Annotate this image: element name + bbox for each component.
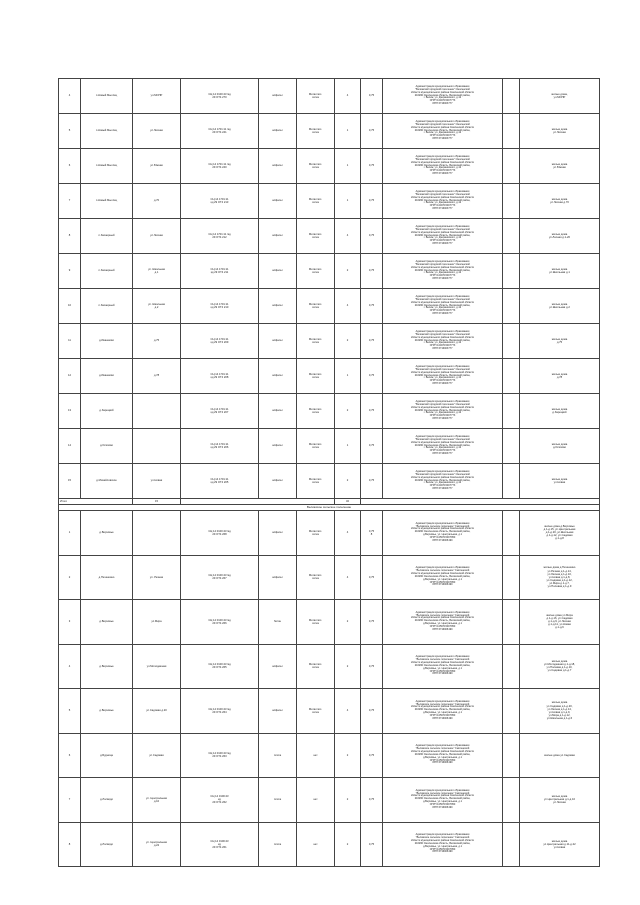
settlement: д.Будница bbox=[81, 733, 133, 778]
fence-type: Металлич. сетка bbox=[297, 359, 335, 394]
extra bbox=[503, 822, 520, 867]
settlement: д.Осипово bbox=[81, 429, 133, 464]
extra bbox=[503, 511, 520, 556]
settlement: п.Заозерный bbox=[81, 289, 133, 324]
owner-org: Администрация муниципального образования "Велижский городской поселение" Смоленской области муниципального района Смоленской области 216290 Смоленская область, Велижский район, г. Велиж, ул. Дзержинского, д.12 ОГРН 1046715007773 ИНН 6716003777 bbox=[383, 114, 503, 149]
registry-table bbox=[58, 78, 600, 867]
extra bbox=[503, 219, 520, 254]
owner-org: Администрация муниципального образования "Велижское сельское поселение" Смоленской области муниципального района Смоленской области 216290 Смоленская область, Велижский район, д.Верховье, ул. Центральная, д.1 ОГРН 1056715007950 ИНН 6716006190 bbox=[383, 644, 503, 689]
table-row bbox=[59, 778, 600, 823]
extra bbox=[503, 600, 520, 645]
extra bbox=[503, 359, 520, 394]
row-number: 15 bbox=[59, 464, 81, 499]
row-number: 11 bbox=[59, 324, 81, 359]
owner-org: Администрация муниципального образования "Велижское сельское поселение" Смоленской области муниципального района Смоленской области 216290 Смоленская область, Велижский район, д.Верховье, ул. Центральная, д.1 ОГРН 1056715007950 ИНН 6716006190 bbox=[383, 733, 503, 778]
settlement: д.Лосвидо bbox=[81, 778, 133, 823]
fence-type: Металлич. сетка bbox=[297, 555, 335, 600]
row-number: 8 bbox=[59, 219, 81, 254]
surface-type: асфальт bbox=[259, 555, 297, 600]
extra bbox=[503, 79, 520, 114]
table-row bbox=[59, 464, 600, 499]
surface-type: асфальт bbox=[259, 149, 297, 184]
container-count: 2 bbox=[335, 733, 361, 778]
extra bbox=[503, 644, 520, 689]
surface-type: асфальт bbox=[259, 689, 297, 734]
surface-type: асфальт bbox=[259, 219, 297, 254]
surface-type: асфальт bbox=[259, 184, 297, 219]
cadastral: СЦ:14 0100:43 кд 29 ОТ4 262 bbox=[181, 778, 259, 823]
row-number: 1 bbox=[59, 511, 81, 556]
owner-org: Администрация муниципального образования "Велижское сельское поселение" Смоленской области муниципального района Смоленской области 216290 Смоленская область, Велижский район, д.Верховье, ул. Центральная, д.1 ОГРН 1056715007950 ИНН 6716006190 bbox=[383, 689, 503, 734]
settlement: д.Михайловское bbox=[81, 464, 133, 499]
surface-type: плита bbox=[259, 733, 297, 778]
container-volume: 0,75 bbox=[361, 733, 383, 778]
container-volume: 0,75 bbox=[361, 555, 383, 600]
settlement: п.Новый Мыслец bbox=[81, 114, 133, 149]
settlement: д.Зарецкий bbox=[81, 394, 133, 429]
waste-sources: жилые дома ул.Центральная д.1-д.10 ул.Лесная bbox=[520, 778, 600, 823]
fence-type: Металлич. сетка bbox=[297, 511, 335, 556]
cadastral: СЦ:14 0100:43 /кд 29 ОТ4 270 bbox=[181, 79, 259, 114]
settlement: д.Лосвидо bbox=[81, 822, 133, 867]
total-count: 15 bbox=[133, 499, 181, 505]
waste-sources: жилые дома ул.Лесная д.70 bbox=[520, 184, 600, 219]
table-row bbox=[59, 429, 600, 464]
extra bbox=[503, 689, 520, 734]
owner-org: Администрация муниципального образования "Велижский городской поселение" Смоленской области муниципального района Смоленской области 216290 Смоленская область, Велижский район, г. Велиж, ул. Дзержинского, д.12 ОГРН 1046715007773 ИНН 6716003777 bbox=[383, 219, 503, 254]
owner-org: Администрация муниципального образования "Велижский городской поселение" Смоленской области муниципального района Смоленской области 216290 Смоленская область, Велижский район, г. Велиж, ул. Дзержинского, д.12 ОГРН 1046715007773 ИНН 6716003777 bbox=[383, 394, 503, 429]
street bbox=[133, 429, 181, 464]
owner-org: Администрация муниципального образования "Велижское сельское поселение" Смоленской области муниципального района Смоленской области 216290 Смоленская область, Велижский район, д.Верховье, ул. Центральная, д.1 ОГРН 1056715007950 ИНН 6716006190 bbox=[383, 822, 503, 867]
street: д.70 bbox=[133, 184, 181, 219]
owner-org: Администрация муниципального образования "Велижский городской поселение" Смоленской области муниципального района Смоленской области 216290 Смоленская область, Велижский район, г. Велиж, ул. Дзержинского, д.12 ОГРН 1046715007773 ИНН 6716003777 bbox=[383, 359, 503, 394]
table-row bbox=[59, 149, 600, 184]
total-sum: 32 bbox=[335, 499, 361, 505]
fence-type: Металлич. сетка bbox=[297, 464, 335, 499]
street: ул.Мира bbox=[133, 600, 181, 645]
table-row bbox=[59, 324, 600, 359]
street: ул.Лесная bbox=[133, 219, 181, 254]
waste-sources: жилые дома ул.Центральная д.11-д.22 ул.Новая bbox=[520, 822, 600, 867]
fence-type: Металлич. сетка bbox=[297, 184, 335, 219]
cadastral: СЦ:14 1701:11 кд 29 ОТ4 208 bbox=[181, 359, 259, 394]
container-count: 4 bbox=[335, 219, 361, 254]
row-number: 5 bbox=[59, 114, 81, 149]
cadastral: СЦ:14 0100:43 кд 29 ОТ4 261 bbox=[181, 822, 259, 867]
owner-org: Администрация муниципального образования "Велижский городской поселение" Смоленской области муниципального района Смоленской области 216290 Смоленская область, Велижский район, г. Велиж, ул. Дзержинского, д.12 ОГРН 1046715007773 ИНН 6716003777 bbox=[383, 149, 503, 184]
waste-sources: жилые дома ул.Школьная д.2 bbox=[520, 289, 600, 324]
street: ул.Садовая д.20 bbox=[133, 689, 181, 734]
settlement: п.Заозерный bbox=[81, 219, 133, 254]
settlement: д.Ивашково bbox=[81, 324, 133, 359]
container-volume: 0,75 bbox=[361, 149, 383, 184]
street: ул. Речная bbox=[133, 555, 181, 600]
owner-org: Администрация муниципального образования "Велижское сельское поселение" Смоленской области муниципального района Смоленской области 216290 Смоленская область, Велижский район, д.Верховье, ул. Центральная, д.1 ОГРН 1056715007950 ИНН 6716006190 bbox=[383, 778, 503, 823]
cadastral: СЦ:14 0100:43 /кд 29 ОТ4 266 bbox=[181, 600, 259, 645]
row-number: 5 bbox=[59, 689, 81, 734]
container-count: 2 bbox=[335, 254, 361, 289]
table-row bbox=[59, 822, 600, 867]
owner-org: Администрация муниципального образования "Велижское сельское поселение" Смоленской области муниципального района Смоленской области 216290 Смоленская область, Велижский район, д.Верховье, ул. Центральная, д.1 ОГРН 1056715007950 ИНН 6716006190 bbox=[383, 600, 503, 645]
container-volume: 0,75 bbox=[361, 689, 383, 734]
fence-type: Металлич. сетка bbox=[297, 254, 335, 289]
container-volume: 0,75 bbox=[361, 600, 383, 645]
cadastral: СЦ:14 1701:11 кд 29 ОТ4 205 bbox=[181, 464, 259, 499]
container-count: 2 bbox=[335, 324, 361, 359]
row-number: 6 bbox=[59, 149, 81, 184]
row-number: 12 bbox=[59, 359, 81, 394]
container-count: 2 bbox=[335, 394, 361, 429]
owner-org: Администрация муниципального образования "Велижское сельское поселение" Смоленской области муниципального района Смоленской области 216290 Смоленская область, Велижский район, д.Верховье, ул. Центральная, д.1 ОГРН 1056715007950 ИНН 6716006190 bbox=[383, 511, 503, 556]
extra bbox=[503, 184, 520, 219]
settlement: п.Новый Мыслец bbox=[81, 184, 133, 219]
waste-sources: жилые дома, ул.МОПР bbox=[520, 79, 600, 114]
settlement: д.Верховье bbox=[81, 511, 133, 556]
waste-sources: жилые дома д.Зарецкий bbox=[520, 394, 600, 429]
extra bbox=[503, 394, 520, 429]
surface-type: асфальт bbox=[259, 324, 297, 359]
cadastral: СЦ:14 1701:11 кд 29 ОТ4 213 bbox=[181, 184, 259, 219]
row-number: 10 bbox=[59, 289, 81, 324]
table-row bbox=[59, 79, 600, 114]
fence-type: нет bbox=[297, 778, 335, 823]
extra bbox=[503, 149, 520, 184]
waste-sources: жилые дома ул.Садовая д.1-д.20, ул.Лесная д.1-д.14, ул.Новая д.1-д.9, ул.Мира д.1-д.12, ул.Школьная д.1-д.6 bbox=[520, 689, 600, 734]
table-row bbox=[59, 359, 600, 394]
fence-type: Металлич. сетка bbox=[297, 219, 335, 254]
fence-type: Металлич. сетка bbox=[297, 114, 335, 149]
owner-org: Администрация муниципального образования "Велижский городской поселение" Смоленской области муниципального района Смоленской области 216290 Смоленская область, Велижский район, г. Велиж, ул. Дзержинского, д.12 ОГРН 1046715007773 ИНН 6716003777 bbox=[383, 464, 503, 499]
street: д.75 bbox=[133, 324, 181, 359]
container-volume: 0,75 bbox=[361, 79, 383, 114]
street: ул.МОПР bbox=[133, 79, 181, 114]
table-row bbox=[59, 254, 600, 289]
container-volume: 0,75 bbox=[361, 184, 383, 219]
settlement: д.Верховье bbox=[81, 644, 133, 689]
extra bbox=[503, 114, 520, 149]
container-count: 2 bbox=[335, 600, 361, 645]
container-count: 2 bbox=[335, 822, 361, 867]
registry-sheet bbox=[58, 78, 599, 867]
fence-type: нет bbox=[297, 733, 335, 778]
container-volume: 0,75 bbox=[361, 394, 383, 429]
extra bbox=[503, 289, 520, 324]
container-count: 1 bbox=[335, 114, 361, 149]
owner-org: Администрация муниципального образования "Велижский городской поселение" Смоленской области муниципального района Смоленской области 216290 Смоленская область, Велижский район, г. Велиж, ул. Дзержинского, д.12 ОГРН 1046715007773 ИНН 6716003777 bbox=[383, 289, 503, 324]
waste-sources: жилые дома ул.Новая bbox=[520, 464, 600, 499]
table-row bbox=[59, 114, 600, 149]
waste-sources: жилые дома д.75 bbox=[520, 324, 600, 359]
waste-sources: жилые дома ул.Лесная bbox=[520, 114, 600, 149]
row-number: 8 bbox=[59, 822, 81, 867]
cadastral: СЦ:14 0100:43 /кд 29 ОТ4 263 bbox=[181, 733, 259, 778]
extra bbox=[503, 464, 520, 499]
cadastral: СЦ:14 1701:11 /кд 29 ОТ4 240 bbox=[181, 149, 259, 184]
fence-type: Металлич. сетка bbox=[297, 324, 335, 359]
fence-type: Металлич. сетка bbox=[297, 394, 335, 429]
surface-type: асфальт bbox=[259, 464, 297, 499]
row-number: 7 bbox=[59, 778, 81, 823]
container-volume: 0,75 bbox=[361, 254, 383, 289]
settlement: п.Новый Мыслец bbox=[81, 149, 133, 184]
table-row bbox=[59, 394, 600, 429]
row-number: 9 bbox=[59, 254, 81, 289]
surface-type: асфальт bbox=[259, 114, 297, 149]
container-volume: 0,75 bbox=[361, 644, 383, 689]
cadastral: СЦ:14 0100:43 /кд 29 ОТ4 265 bbox=[181, 644, 259, 689]
settlement: д.Печенкино bbox=[81, 555, 133, 600]
row-number: 6 bbox=[59, 733, 81, 778]
extra bbox=[503, 429, 520, 464]
waste-sources: жилые дома ул.Садовая bbox=[520, 733, 600, 778]
owner-org: Администрация муниципального образования "Велижский городской поселение" Смоленской области муниципального района Смоленской области 216290 Смоленская область, Велижский район, г. Велиж, ул. Дзержинского, д.12 ОГРН 1046715007773 ИНН 6716003777 bbox=[383, 79, 503, 114]
row-number: 13 bbox=[59, 394, 81, 429]
container-count: 4 bbox=[335, 555, 361, 600]
row-number: 7 bbox=[59, 184, 81, 219]
surface-type: бетон bbox=[259, 600, 297, 645]
container-volume: 0,75 8 bbox=[361, 511, 383, 556]
waste-sources: жилые дома д.Верховье д.1-д.15, ул.Центральная д.1-д.20, ул.Школьная д.1-д.12, ул.Садовая д.1-д.8 bbox=[520, 511, 600, 556]
fence-type: Металлич. сетка bbox=[297, 149, 335, 184]
cadastral: СЦ:14 1701:11 /кд 29 ОТ4 212 bbox=[181, 219, 259, 254]
street: ул.Молодежная bbox=[133, 644, 181, 689]
settlement: д.Ивашково bbox=[81, 359, 133, 394]
street: ул. Центральная д.10 bbox=[133, 778, 181, 823]
fence-type: Металлич. сетка bbox=[297, 644, 335, 689]
surface-type: асфальт bbox=[259, 394, 297, 429]
container-volume: 0,75 bbox=[361, 359, 383, 394]
cadastral: СЦ:14 0100:43 /кд 29 ОТ4 268 bbox=[181, 511, 259, 556]
cadastral: СЦ:14 1701:11 /кд 29 ОТ4 241 bbox=[181, 114, 259, 149]
table-row bbox=[59, 555, 600, 600]
row-number: 4 bbox=[59, 79, 81, 114]
surface-type: асфальт bbox=[259, 429, 297, 464]
container-volume: 0,75 bbox=[361, 324, 383, 359]
container-count: 1 bbox=[335, 149, 361, 184]
cadastral: СЦ:14 0100:43 /кд 29 ОТ4 264 bbox=[181, 689, 259, 734]
waste-sources: жилые дома ул.Лесная д.1-20 bbox=[520, 219, 600, 254]
owner-org: Администрация муниципального образования "Велижский городской поселение" Смоленской области муниципального района Смоленской области 216290 Смоленская область, Велижский район, г. Велиж, ул. Дзержинского, д.12 ОГРН 1046715007773 ИНН 6716003777 bbox=[383, 184, 503, 219]
street: ул.Садовая bbox=[133, 733, 181, 778]
total-label: Итого bbox=[59, 499, 133, 505]
surface-type: асфальт bbox=[259, 254, 297, 289]
container-count: 4 bbox=[335, 689, 361, 734]
row-number: 4 bbox=[59, 644, 81, 689]
section-title: Велижское сельское поселение bbox=[59, 505, 600, 511]
street: ул.Лесная bbox=[133, 114, 181, 149]
cadastral: СЦ:14 1701:11 кд 29 ОТ4 211 bbox=[181, 254, 259, 289]
extra bbox=[503, 733, 520, 778]
surface-type: асфальт bbox=[259, 511, 297, 556]
waste-sources: жилые дома д.78 bbox=[520, 359, 600, 394]
container-volume: 0,75 bbox=[361, 429, 383, 464]
waste-sources: жилые дома ул.Молодежная д.1-д.18, ул.Полевая д.1-д.10, ул.Садовая д.1-д.7 bbox=[520, 644, 600, 689]
table-row bbox=[59, 184, 600, 219]
surface-type: асфальт bbox=[259, 289, 297, 324]
street: ул.Новая bbox=[133, 464, 181, 499]
container-volume: 0,75 bbox=[361, 219, 383, 254]
waste-sources: жилые дома д.Печенкино ул.Речная д.1-д.14, ул.Лесная д.1-д.10, ул.Новая д.1-д.8, ул.Садовая д.1-д.12, ул.Мира д.1-д.7, ул.Полевая д.1-д.9 bbox=[520, 555, 600, 600]
container-volume: 0,75 bbox=[361, 114, 383, 149]
extra bbox=[503, 555, 520, 600]
container-volume: 0,75 bbox=[361, 778, 383, 823]
container-count: 1 bbox=[335, 184, 361, 219]
waste-sources: жилые дома ул.Южная bbox=[520, 149, 600, 184]
container-count: 4 bbox=[335, 79, 361, 114]
street: ул.Южная bbox=[133, 149, 181, 184]
waste-sources: жилые дома ул.Мира д.1-д.16, ул.Садовая д.1-д.9, ул.Лесная д.1-д.11, ул.Новая д.1-д.6 bbox=[520, 600, 600, 645]
owner-org: Администрация муниципального образования "Велижский городской поселение" Смоленской области муниципального района Смоленской области 216290 Смоленская область, Велижский район, г. Велиж, ул. Дзержинского, д.12 ОГРН 1046715007773 ИНН 6716003777 bbox=[383, 324, 503, 359]
table-row bbox=[59, 644, 600, 689]
container-volume: 0,75 bbox=[361, 822, 383, 867]
row-number: 2 bbox=[59, 555, 81, 600]
fence-type: Металлич. сетка bbox=[297, 689, 335, 734]
table-row bbox=[59, 219, 600, 254]
table-row bbox=[59, 689, 600, 734]
street bbox=[133, 511, 181, 556]
surface-type: плита bbox=[259, 778, 297, 823]
cadastral: СЦ:14 1701:11 кд 29 ОТ4 210 bbox=[181, 289, 259, 324]
owner-org: Администрация муниципального образования "Велижский городской поселение" Смоленской области муниципального района Смоленской области 216290 Смоленская область, Велижский район, г. Велиж, ул. Дзержинского, д.12 ОГРН 1046715007773 ИНН 6716003777 bbox=[383, 429, 503, 464]
container-count: 1 bbox=[335, 429, 361, 464]
waste-sources: жилые дома ул.Школьная д.1 bbox=[520, 254, 600, 289]
cadastral: СЦ:14 1701:11 кд 29 ОТ4 209 bbox=[181, 324, 259, 359]
settlement: д.Верховье bbox=[81, 600, 133, 645]
surface-type: плита bbox=[259, 822, 297, 867]
cadastral: СЦ:14 0100:43 /кд 29 ОТ4 267 bbox=[181, 555, 259, 600]
fence-type: нет bbox=[297, 822, 335, 867]
cadastral: СЦ:14 1701:11 кд 29 ОТ4 207 bbox=[181, 394, 259, 429]
container-volume: 0,75 bbox=[361, 289, 383, 324]
street: ул. Школьная д.1 bbox=[133, 254, 181, 289]
street: ул. Центральная д.22 bbox=[133, 822, 181, 867]
table-row bbox=[59, 600, 600, 645]
container-count: 2 bbox=[335, 644, 361, 689]
table-row bbox=[59, 511, 600, 556]
settlement: п.Заозерный bbox=[81, 254, 133, 289]
extra bbox=[503, 254, 520, 289]
street: д.78 bbox=[133, 359, 181, 394]
fence-type: Металлич. сетка bbox=[297, 429, 335, 464]
table-row bbox=[59, 289, 600, 324]
street: ул. Школьная д.2 bbox=[133, 289, 181, 324]
owner-org: Администрация муниципального образования "Велижское сельское поселение" Смоленской области муниципального района Смоленской области 216290 Смоленская область, Велижский район, д.Верховье, ул. Центральная, д.1 ОГРН 1056715007950 ИНН 6716006190 bbox=[383, 555, 503, 600]
settlement: д.Верховье bbox=[81, 689, 133, 734]
surface-type: асфальт bbox=[259, 79, 297, 114]
street bbox=[133, 394, 181, 429]
extra bbox=[503, 778, 520, 823]
row-number: 14 bbox=[59, 429, 81, 464]
waste-sources: жилые дома д.Осипово bbox=[520, 429, 600, 464]
row-number: 3 bbox=[59, 600, 81, 645]
fence-type: Металлич. сетка bbox=[297, 289, 335, 324]
table-row bbox=[59, 733, 600, 778]
surface-type: асфальт bbox=[259, 644, 297, 689]
container-count: 4 bbox=[335, 289, 361, 324]
container-count: 1 bbox=[335, 359, 361, 394]
fence-type: Металлич. сетка bbox=[297, 79, 335, 114]
cadastral: СЦ:14 1701:11 кд 29 ОТ4 206 bbox=[181, 429, 259, 464]
extra bbox=[503, 324, 520, 359]
container-count: 4 bbox=[335, 511, 361, 556]
surface-type: асфальт bbox=[259, 359, 297, 394]
settlement: п.Новый Мыслец bbox=[81, 79, 133, 114]
container-count: 2 bbox=[335, 778, 361, 823]
owner-org: Администрация муниципального образования "Велижский городской поселение" Смоленской области муниципального района Смоленской области 216290 Смоленская область, Велижский район, г. Велиж, ул. Дзержинского, д.12 ОГРН 1046715007773 ИНН 6716003777 bbox=[383, 254, 503, 289]
container-count: 2 bbox=[335, 464, 361, 499]
fence-type: Металлич. сетка bbox=[297, 600, 335, 645]
container-volume: 0,75 bbox=[361, 464, 383, 499]
